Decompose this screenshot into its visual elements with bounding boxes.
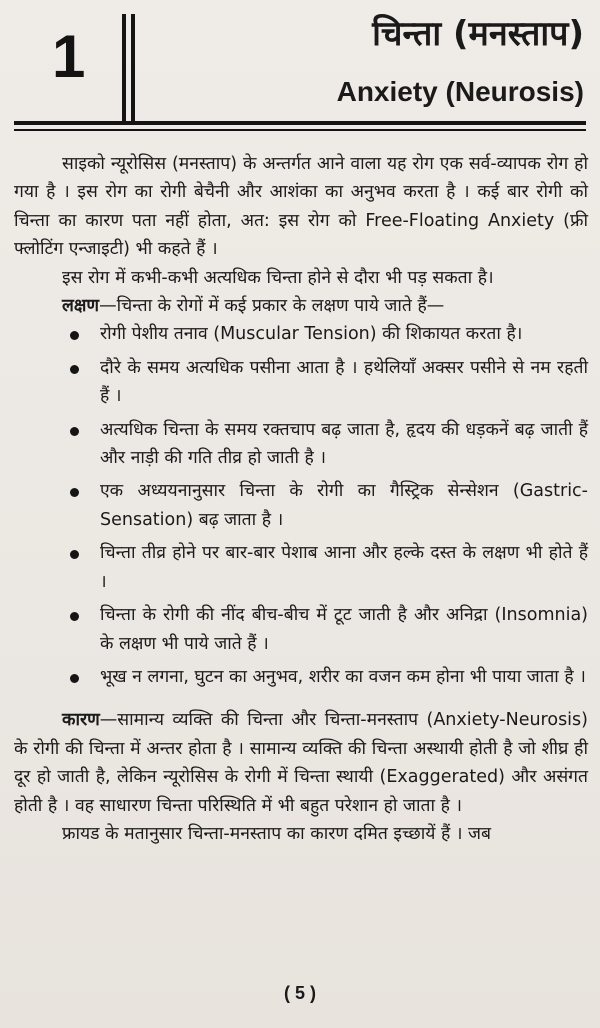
causes-paragraph [14, 706, 588, 820]
list-item [14, 320, 588, 348]
symptom-text: एक अध्ययनानुसार चिन्ता के रोगी का गैस्ट्रिक सेन्सेशन (Gastric-Sensation) बढ़ जाता है । [100, 481, 588, 530]
symptom-text: अत्यधिक चिन्ता के समय रक्तचाप बढ़ जाता है, हृदय की धड़कनें बढ़ जाती हैं और नाड़ी की गति तीव्र हो जाती है । [100, 419, 588, 469]
bullet-icon [70, 612, 79, 621]
bullet-icon [70, 427, 79, 436]
list-item [14, 663, 588, 691]
symptom-text: चिन्ता तीव्र होने पर बार-बार पेशाब आना और हल्के दस्त के लक्षण भी होते हैं । [100, 543, 588, 592]
bullet-icon [70, 365, 79, 374]
chapter-title-hindi: चिन्ता (मनस्ताप) [372, 14, 584, 54]
freud-paragraph: फ्रायड के मतानुसार चिन्ता-मनस्ताप का कारण दमित इच्छायें हैं । जब [62, 823, 492, 844]
section-spacer [14, 696, 588, 706]
chapter-body [14, 150, 588, 848]
symptoms-heading: लक्षण [62, 296, 100, 317]
header-divider-right [131, 14, 135, 122]
page-number: ( 5 ) [283, 983, 316, 1003]
intro-paragraph: साइको न्यूरोसिस (मनस्ताप) के अन्तर्गत आने वाला यह रोग एक सर्व-व्यापक रोग हो गया है । इस रोग का रोगी बेचैनी और आशंका का अनुभव करता है । कई बार रोगी को चिन्ता का कारण पता नहीं होता, अत: इस रोग को Free-Floating Anxiety (फ्री फ्लोटिंग एन्जाइटी) भी कहते हैं । [14, 154, 588, 260]
chapter-number: 1 [52, 23, 86, 90]
causes-heading: कारण [62, 710, 100, 731]
header-rule-thick [14, 121, 586, 125]
bullet-icon [70, 331, 79, 340]
header-divider-left [122, 14, 126, 122]
bullet-icon [70, 674, 79, 683]
causes-text: —सामान्य व्यक्ति की चिन्ता और चिन्ता-मनस्ताप (Anxiety-Neurosis) के रोगी की चिन्ता में अन्तर होता है । सामान्य व्यक्ति की चिन्ता अस्थायी होती है जो शीघ्र ही दूर हो जाती है, लेकिन न्यूरोसिस के रोगी में चिन्ता स्थायी (Exaggerated) और असंगत होती है । वह साधारण चिन्ता परिस्थिति में भी बहुत परेशान हो जाता है । [14, 710, 588, 816]
chapter-title-english: Anxiety (Neurosis) [336, 76, 584, 107]
bullet-icon [70, 550, 79, 559]
symptom-text: रोगी पेशीय तनाव (Muscular Tension) की शिकायत करता है। [100, 324, 523, 345]
list-item [14, 354, 588, 411]
symptoms-intro-text: —चिन्ता के रोगों में कई प्रकार के लक्षण पाये जाते हैं— [99, 296, 445, 317]
header-rule-thin [14, 129, 586, 131]
symptom-text: दौरे के समय अत्यधिक पसीना आता है । हथेलियाँ अक्सर पसीने से नम रहती हैं । [100, 357, 588, 407]
list-item [14, 416, 588, 473]
symptoms-intro [14, 292, 588, 320]
list-item [14, 539, 588, 596]
symptom-text: चिन्ता के रोगी की नींद बीच-बीच में टूट जाती है और अनिद्रा (Insomnia) के लक्षण भी पाये जाते हैं । [100, 605, 588, 654]
symptoms-list [14, 320, 588, 691]
list-item [14, 601, 588, 658]
bullet-icon [70, 488, 79, 497]
seizure-paragraph: इस रोग में कभी-कभी अत्यधिक चिन्ता होने से दौरा भी पड़ सकता है। [62, 267, 494, 288]
symptom-text: भूख न लगना, घुटन का अनुभव, शरीर का वजन कम होना भी पाया जाता है । [100, 666, 586, 687]
list-item [14, 477, 588, 534]
